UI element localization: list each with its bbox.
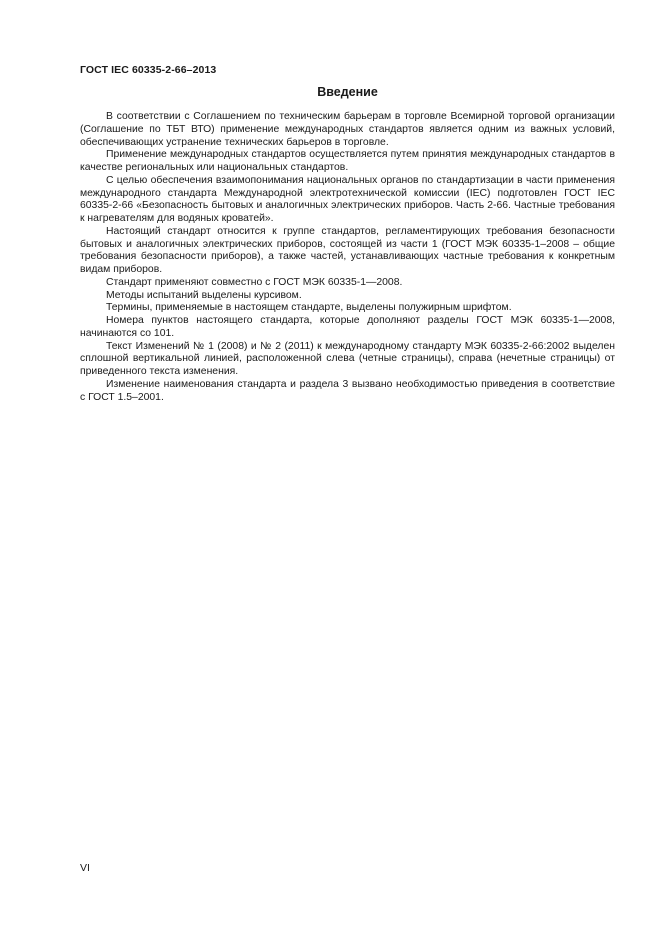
paragraph-amendments: Текст Изменений № 1 (2008) и № 2 (2011) к международному стандарту МЭК 60335-2-66:2002 выделен сплошной вертикальной линией, расположенной слева (четные страницы), справа (нечетные страницы) от приведенного текста изменения. <box>80 340 615 377</box>
page-number: VI <box>80 862 90 874</box>
paragraph-international-standards: Применение международных стандартов осуществляется путем принятия международных стандартов в качестве региональных или национальных стандартов. <box>80 149 615 173</box>
document-body <box>80 111 615 404</box>
document-code: ГОСТ IEC 60335-2-66–2013 <box>80 64 217 76</box>
paragraph-tbt-agreement: В соответствии с Соглашением по техническим барьерам в торговле Всемирной торговой организации (Соглашение по ТБТ ВТО) применение международных стандартов является одним из важных условий, обеспечивающих устранение технических барьеров в торговле. <box>80 111 615 148</box>
paragraph-title-change: Изменение наименования стандарта и раздела 3 вызвано необходимостью приведения в соответствие с ГОСТ 1.5–2001. <box>80 378 615 403</box>
paragraph-standards-group: Настоящий стандарт относится к группе стандартов, регламентирующих требования безопасности бытовых и аналогичных электрических приборов, состоящей из части 1 (ГОСТ МЭК 60335-1–2008 – общие требования безопасности приборов), а также частей, устанавливающих частные требования к конкретным видам приборов. <box>80 225 615 275</box>
paragraph-clause-numbers: Номера пунктов настоящего стандарта, которые дополняют разделы ГОСТ МЭК 60335-1—2008, начинаются со 101. <box>80 315 615 339</box>
section-title: Введение <box>317 85 378 99</box>
paragraph-test-methods: Методы испытаний выделены курсивом. <box>106 289 302 301</box>
paragraph-terms: Термины, применяемые в настоящем стандарте, выделены полужирным шрифтом. <box>106 302 512 314</box>
paragraph-joint-use: Стандарт применяют совместно с ГОСТ МЭК 60335-1—2008. <box>106 276 403 288</box>
paragraph-purpose: С целью обеспечения взаимопонимания национальных органов по стандартизации в части применения международного стандарта Международной электротехнической комиссии (IEC) подготовлен ГОСТ IEC 60335-2-66 «Безопасность бытовых и аналогичных электрических приборов. Часть 2-66. Частные требования к нагревателям для водяных кроватей». <box>80 174 615 224</box>
